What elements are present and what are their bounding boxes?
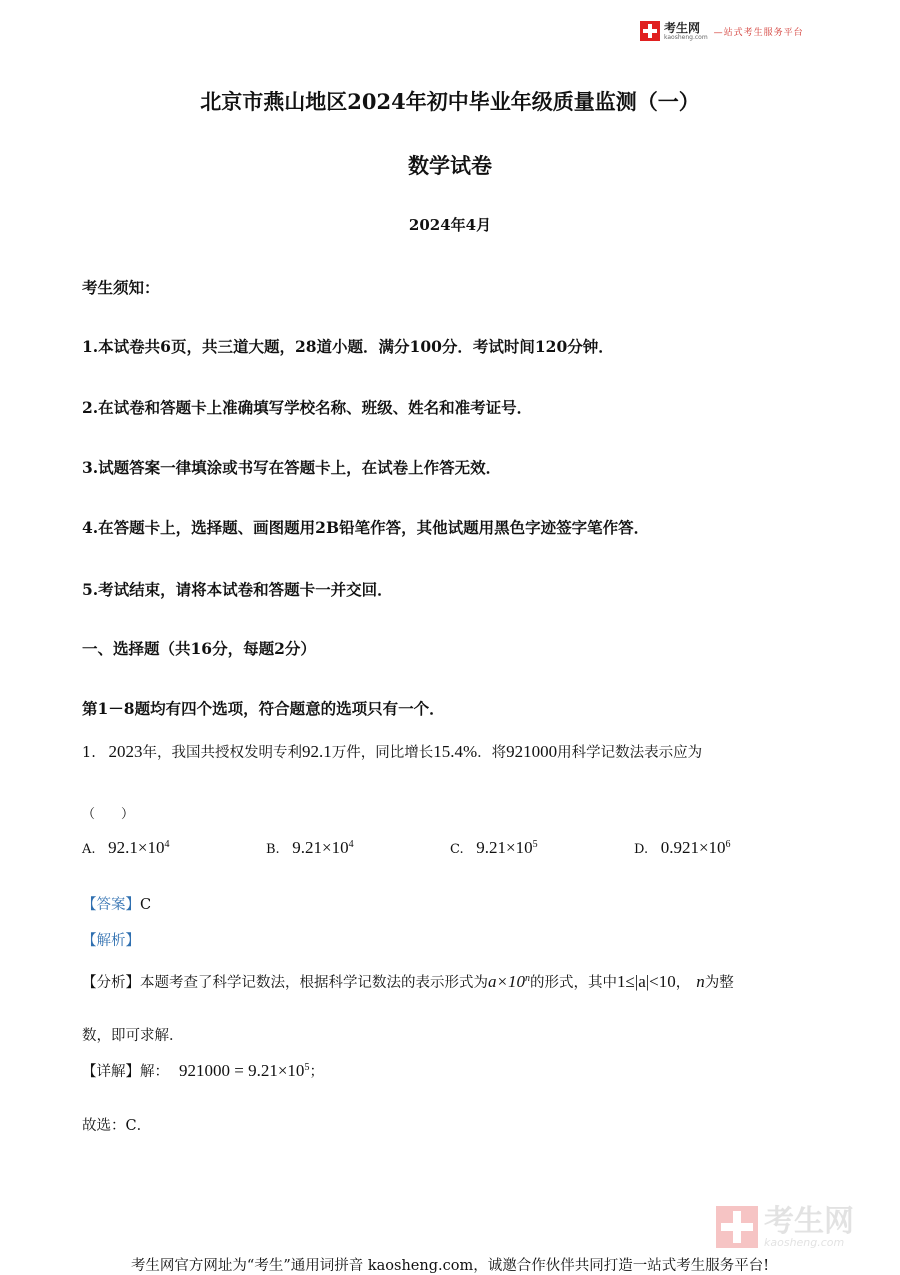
option-c-label: C. xyxy=(450,842,464,857)
logo-name: 考生网 xyxy=(664,20,701,35)
q1-value-growth: 15.4% xyxy=(433,742,478,761)
answer-value: C xyxy=(140,897,152,913)
section-heading: 一、选择题（共16分，每题2分） xyxy=(82,639,316,658)
option-d-label: D. xyxy=(634,842,649,857)
option-d-exp: 6 xyxy=(725,839,731,851)
fenxi-math-3: n xyxy=(696,972,705,991)
option-d-base: 0.921×10 xyxy=(660,838,726,857)
option-a-label: A. xyxy=(82,842,96,857)
q1-text-3: ．将 xyxy=(477,745,507,761)
answer-tag: 【答案】 xyxy=(82,897,140,913)
detail-math-exp: 5 xyxy=(304,1062,310,1074)
question-number: 1. xyxy=(82,745,96,761)
option-c xyxy=(450,838,538,858)
section-instruction: 第1－8题均有四个选项，符合题意的选项只有一个． xyxy=(82,699,445,718)
option-c-exp: 5 xyxy=(532,839,538,851)
answer-line xyxy=(82,893,151,914)
fenxi-math-1: a×10 xyxy=(488,972,525,991)
analysis-tag: 【解析】 xyxy=(82,933,140,949)
page-footer: 考生网官方网址为“考生”通用词拼音 kaosheng.com，诚邀合作伙伴共同打造一站式考生服务平台! xyxy=(130,1258,770,1274)
logo-text xyxy=(664,22,708,41)
exam-title: 北京市燕山地区2024年初中毕业年级质量监测（一） xyxy=(200,89,700,114)
q1-value-number: 921000 xyxy=(506,742,558,761)
detail-text-2: ； xyxy=(309,1064,324,1080)
logo-domain: kaosheng.com xyxy=(664,33,708,41)
notice-item-4: 4.在答题卡上，选择题、画图题用2B铅笔作答，其他试题用黑色字迹签字笔作答． xyxy=(82,518,650,537)
q1-text-2: 万件，同比增长 xyxy=(331,745,434,761)
choice-line: 故选：C． xyxy=(82,1118,152,1134)
header-logo xyxy=(640,20,804,42)
watermark-text xyxy=(764,1203,854,1249)
option-b-label: B. xyxy=(266,842,280,857)
notice-item-3: 3.试题答案一律填涂或书写在答题卡上，在试卷上作答无效． xyxy=(82,458,502,477)
fenxi-text-3: ， xyxy=(675,975,691,991)
fenxi-math-2: 1≤|a|<10 xyxy=(616,972,676,991)
fenxi-text-4: 为整 xyxy=(704,975,734,991)
watermark-name: 考生网 xyxy=(764,1203,854,1239)
detail-tag: 【详解】 xyxy=(82,1064,140,1080)
watermark xyxy=(716,1203,854,1249)
notice-item-2: 2.在试卷和答题卡上准确填写学校名称、班级、姓名和准考证号． xyxy=(82,398,533,417)
notice-item-5: 5.考试结束，请将本试卷和答题卡一并交回． xyxy=(82,580,393,599)
question-1-stem xyxy=(82,741,702,762)
logo-slogan: —站式考生服务平台 xyxy=(713,27,804,38)
q1-answer-paren: （ ） xyxy=(82,807,135,822)
watermark-cross-icon xyxy=(716,1206,758,1248)
q1-text-4: 用科学记数法表示应为 xyxy=(557,745,703,761)
fenxi-math-1-exp: n xyxy=(524,973,530,985)
fenxi-text-1: 本题考查了科学记数法，根据科学记数法的表示形式为 xyxy=(140,975,488,991)
q1-year: 2023 xyxy=(108,742,143,761)
analysis-line-2: 数，即可求解． xyxy=(82,1028,184,1044)
option-b xyxy=(266,838,354,858)
detail-math: 921000 = 9.21×10 xyxy=(179,1061,305,1080)
option-a xyxy=(82,838,169,858)
option-b-base: 9.21×10 xyxy=(292,838,349,857)
logo-cross-icon xyxy=(640,21,660,41)
fenxi-text-2: 的形式，其中 xyxy=(529,975,617,991)
exam-subject: 数学试卷 xyxy=(408,153,492,178)
q1-value-patents: 92.1 xyxy=(301,742,332,761)
option-d xyxy=(634,838,731,858)
notice-heading: 考生须知： xyxy=(82,278,160,297)
analysis-line-1 xyxy=(82,971,734,992)
option-a-exp: 4 xyxy=(164,839,170,851)
notice-item-1: 1.本试卷共6页，共三道大题，28道小题．满分100分．考试时间120分钟． xyxy=(82,337,614,356)
detail-text-1: 解： xyxy=(140,1064,169,1080)
option-c-base: 9.21×10 xyxy=(476,838,533,857)
fenxi-tag: 【分析】 xyxy=(82,975,140,991)
option-b-exp: 4 xyxy=(348,839,354,851)
watermark-domain: kaosheng.com xyxy=(764,1235,845,1249)
option-a-base: 92.1×10 xyxy=(108,838,165,857)
q1-text-1: 年，我国共授权发明专利 xyxy=(142,745,302,761)
exam-date: 2024年4月 xyxy=(408,216,492,234)
detail-line xyxy=(82,1060,324,1081)
